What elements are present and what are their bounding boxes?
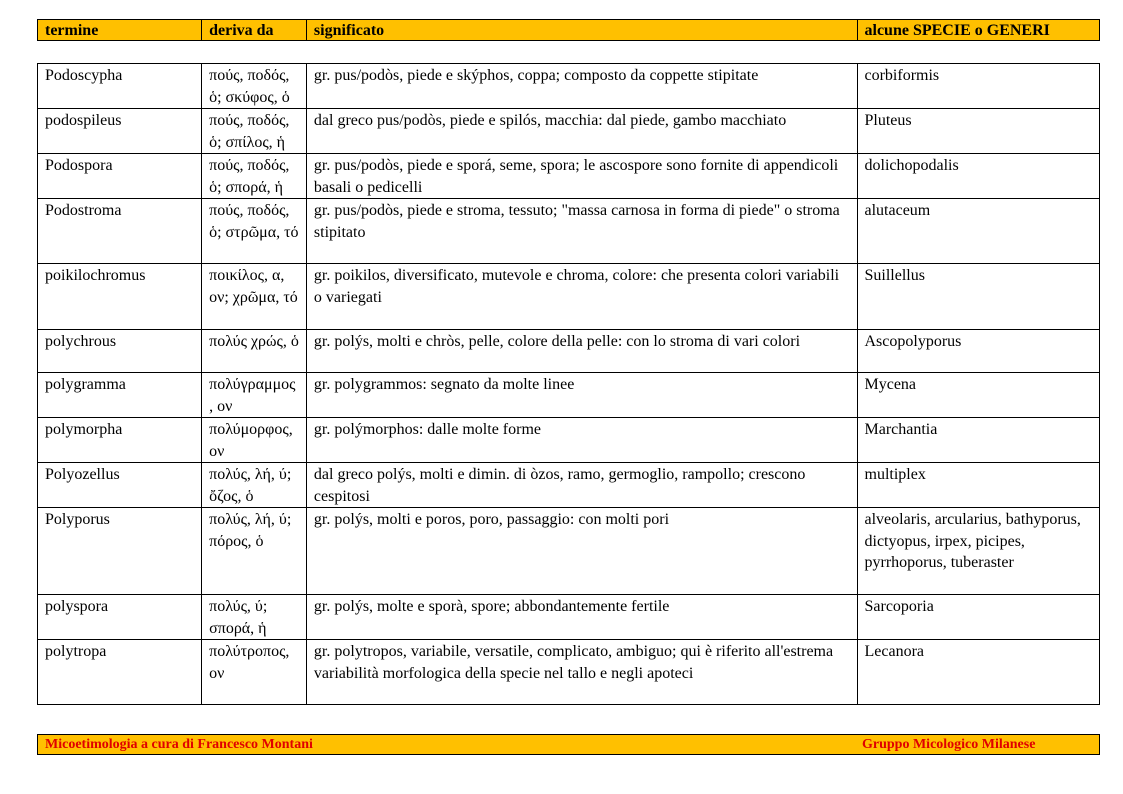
cell-significato: gr. polygrammos: segnato da molte linee (306, 373, 857, 418)
header-termine: termine (38, 20, 202, 41)
cell-specie: Suillellus (857, 264, 1100, 330)
cell-termine: Polyozellus (38, 463, 202, 508)
cell-significato: dal greco polýs, molti e dimin. di òzos, ramo, germoglio, rampollo; crescono cespitosi (306, 463, 857, 508)
cell-termine: Podoscypha (38, 64, 202, 109)
cell-deriva: πολύγραμμος, ον (202, 373, 307, 418)
header-deriva-da: deriva da (202, 20, 307, 41)
cell-deriva: πολύς χρώς, ὁ (202, 330, 307, 373)
table-row (38, 330, 1100, 373)
glossary-table (37, 63, 1100, 705)
cell-termine: polychrous (38, 330, 202, 373)
cell-deriva: πολύμορφος, ον (202, 418, 307, 463)
table-row (38, 640, 1100, 705)
cell-significato: gr. polýs, molti e chròs, pelle, colore della pelle: con lo stroma di vari colori (306, 330, 857, 373)
cell-specie: Sarcoporia (857, 595, 1100, 640)
cell-deriva: πολύς, λή, ύ; ὄζος, ὁ (202, 463, 307, 508)
cell-significato: gr. polýs, molte e sporà, spore; abbondantemente fertile (306, 595, 857, 640)
cell-termine: polytropa (38, 640, 202, 705)
cell-deriva: πολύτροπος, ον (202, 640, 307, 705)
cell-specie: alutaceum (857, 199, 1100, 264)
cell-significato: gr. pus/podòs, piede e sporá, seme, spora; le ascospore sono fornite di appendicoli basali o pedicelli (306, 154, 857, 199)
cell-termine: Podospora (38, 154, 202, 199)
table-row (38, 418, 1100, 463)
cell-specie: Pluteus (857, 109, 1100, 154)
cell-deriva: πούς, ποδός, ὁ; σκύφος, ὁ (202, 64, 307, 109)
cell-termine: Podostroma (38, 199, 202, 264)
cell-termine: polymorpha (38, 418, 202, 463)
cell-specie: Mycena (857, 373, 1100, 418)
cell-specie: Marchantia (857, 418, 1100, 463)
cell-specie: Lecanora (857, 640, 1100, 705)
footer-credit: Micoetimologia a cura di Francesco Montani (45, 737, 313, 752)
cell-specie: corbiformis (857, 64, 1100, 109)
cell-significato: gr. pus/podòs, piede e stroma, tessuto; "massa carnosa in forma di piede" o stroma stipitato (306, 199, 857, 264)
table-row (38, 199, 1100, 264)
footer-group-name: Gruppo Micologico Milanese (862, 737, 1036, 752)
table-row (38, 64, 1100, 109)
cell-significato: gr. polytropos, variabile, versatile, complicato, ambiguo; qui è riferito all'estrema variabilità morfologica della specie nel tallo e negli apoteci (306, 640, 857, 705)
cell-significato: gr. pus/podòs, piede e skýphos, coppa; composto da coppette stipitate (306, 64, 857, 109)
cell-deriva: πολύς, ύ; σπορά, ἡ (202, 595, 307, 640)
cell-termine: Polyporus (38, 508, 202, 595)
header-significato: significato (306, 20, 857, 41)
table-row (38, 595, 1100, 640)
cell-significato: gr. polýmorphos: dalle molte forme (306, 418, 857, 463)
header-specie: alcune SPECIE o GENERI (857, 20, 1100, 41)
cell-termine: poikilochromus (38, 264, 202, 330)
cell-deriva: πολύς, λή, ύ; πόρος, ὁ (202, 508, 307, 595)
table-row (38, 508, 1100, 595)
table-row (38, 109, 1100, 154)
header-bar (37, 19, 1100, 41)
table-row (38, 154, 1100, 199)
cell-deriva: πούς, ποδός, ὁ; σπορά, ἡ (202, 154, 307, 199)
footer-bar (37, 734, 1100, 755)
cell-termine: polyspora (38, 595, 202, 640)
table-row (38, 373, 1100, 418)
cell-significato: gr. polýs, molti e poros, poro, passaggio: con molti pori (306, 508, 857, 595)
cell-specie: alveolaris, arcularius, bathyporus, dictyopus, irpex, picipes, pyrrhoporus, tuberaster (857, 508, 1100, 595)
cell-significato: gr. poikilos, diversificato, mutevole e chroma, colore: che presenta colori variabili o variegati (306, 264, 857, 330)
cell-significato: dal greco pus/podòs, piede e spilós, macchia: dal piede, gambo macchiato (306, 109, 857, 154)
cell-termine: polygramma (38, 373, 202, 418)
cell-deriva: ποικίλος, α, ον; χρῶμα, τό (202, 264, 307, 330)
cell-specie: Ascopolyporus (857, 330, 1100, 373)
cell-termine: podospileus (38, 109, 202, 154)
cell-deriva: πούς, ποδός, ὁ; στρῶμα, τό (202, 199, 307, 264)
cell-specie: dolichopodalis (857, 154, 1100, 199)
cell-deriva: πούς, ποδός, ὁ; σπίλος, ἡ (202, 109, 307, 154)
cell-specie: multiplex (857, 463, 1100, 508)
table-row (38, 463, 1100, 508)
table-row (38, 264, 1100, 330)
